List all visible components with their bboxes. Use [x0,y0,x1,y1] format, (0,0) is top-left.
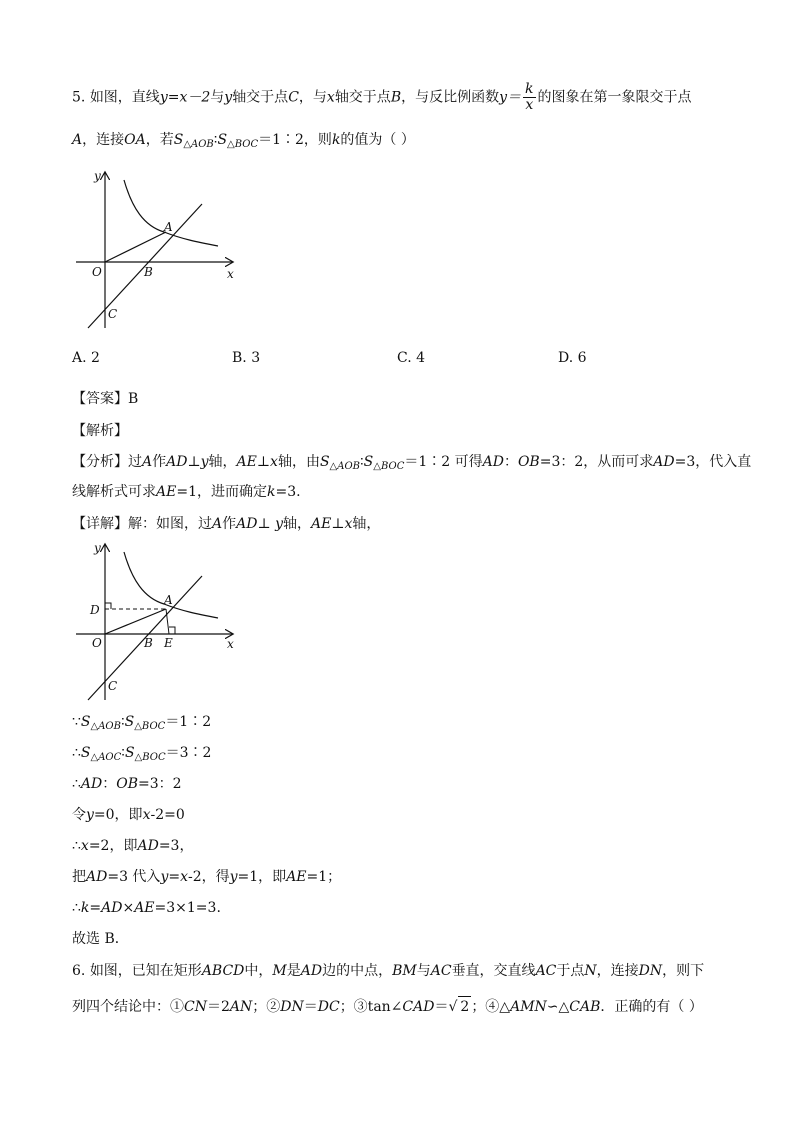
text: 令 [72,807,86,823]
var: DC [317,999,340,1015]
var: AD⊥ y [236,516,283,532]
label-A: A [164,220,173,234]
q5-text: 轴交于点 [334,89,391,106]
text: ．正确的有（ ） [600,999,703,1015]
step-8: 故选 B． [72,931,129,947]
var: k [266,484,276,500]
area-sub: △BOC [373,461,405,472]
text: 是 [286,963,301,979]
right-angle-E [169,627,175,634]
label-C: C [108,679,118,693]
var: AMN [510,999,547,1015]
q6-line2 [72,996,703,1017]
text: 中， [244,963,273,979]
label-x: x [227,267,234,281]
var: AN [229,999,253,1015]
var: AE⊥x [311,516,353,532]
text: ＝1∶2 可得 [404,454,483,470]
area-S: S [80,745,91,761]
q6-number: 6. [72,963,86,979]
var: BM [392,963,417,979]
text: -2=0 [150,807,185,823]
q5-var: B [390,89,402,106]
var: CN [184,999,207,1015]
var: CAD [402,999,435,1015]
answer-value: B [128,391,139,407]
fenxi-line1: 【分析】过A作AD⊥y轴，AE⊥x轴，由$S_{\triangle AOB}∶S_{\triangle BOC}=1∶2$ 可得AD：OB=3：2，从而可求AD=3，代入直 [72,454,752,472]
q5-var: OA [124,132,146,148]
step-5 [72,836,193,856]
var: N [584,963,597,979]
text: ；④△ [471,999,511,1015]
text: 作 [222,516,237,532]
text: =3 代入 [107,869,161,885]
option-c[interactable]: C. 4 [397,350,426,366]
text: 解：如图，过 [128,516,212,532]
text: ＝3∶2 [165,745,212,761]
text: ，连接 [596,963,639,979]
var: AD [86,869,108,885]
hyperbola-curve [124,552,218,618]
text: ： [102,776,117,792]
var: y [86,807,94,823]
var: DN [280,999,304,1015]
q6-line1 [72,961,704,981]
option-b[interactable]: B. 3 [232,350,261,366]
var: x [80,838,89,854]
hyperbola-curve [124,180,218,246]
q5-frac-lhs: y＝ [499,89,522,106]
label-O: O [92,636,102,650]
sqrt-value: 2 [458,996,471,1017]
area-sub: △AOB [90,721,121,732]
label-D: D [90,603,100,617]
text: 轴， [352,516,381,532]
text: =0，即 [93,807,143,823]
label-x: x [227,637,234,651]
label-E: E [164,636,173,650]
text: 轴，由 [277,454,320,470]
area-sub: △AOB [329,461,361,472]
therefore-sym: ∴ [72,776,81,792]
q5-number: 5. [72,89,86,106]
var: ABCD [201,963,245,979]
area-sub: △BOC [134,752,166,763]
q5-figure [72,168,242,333]
text: ＝2 [206,999,230,1015]
text: 线解析式可求 [72,484,156,500]
text: ；③tan∠ [339,999,403,1015]
q5-text: ＝1∶2，则 [258,132,332,148]
q5-text: ，与反比例函数 [401,89,500,106]
var: DN [638,963,663,979]
var: OB [116,776,139,792]
therefore-sym: ∴ [72,745,81,761]
area-sub: △BOC [134,721,166,732]
because-sym: ∵ [72,714,81,730]
frac-denominator: x [525,97,534,113]
q5-var: k [331,132,341,148]
var: AC [535,963,557,979]
therefore-sym: ∴ [72,900,81,916]
area-sub: △BOC [227,139,259,150]
label-y: y [94,169,101,183]
var: y=x [160,869,188,885]
q5-text: 的图象在第一象限交于点 [537,89,692,106]
q5-stem-line2: A，连接OA，若$S_{\triangle AOB}∶S_{\triangle BOC}=1∶2$，则k的值为（ ） [72,132,415,150]
text: ＝ [303,999,318,1015]
segment-OA [105,609,166,634]
q5-text: ，连接 [82,132,125,148]
segment-OA [105,232,166,262]
var: A [212,516,223,532]
answer-tag: 【答案】 [72,391,128,407]
text: ＝ [434,999,449,1015]
step-4 [72,805,185,825]
text: ： [503,454,518,470]
text: 把 [72,869,86,885]
q5-fraction [523,82,535,113]
text: 轴， [283,516,311,532]
q5-var: x [326,89,335,106]
var: AD [137,838,159,854]
q5-text: 如图，直线 [89,89,160,106]
text: 过 [128,454,142,470]
step-3 [72,774,182,794]
area-S: S [173,132,184,148]
var: x [142,807,151,823]
text: 与 [416,963,431,979]
area-S: S [124,714,135,730]
text: -2，得 [187,869,230,885]
detail-figure [72,540,242,705]
text: =3：2，从而可求 [539,454,654,470]
text: 于点 [556,963,585,979]
label-B: B [144,265,153,279]
area-sub: △AOB [183,139,214,150]
area-S: S [319,454,330,470]
var: AD [80,776,103,792]
answer-line [72,389,138,409]
right-angle-D [105,603,111,609]
label-O: O [92,265,102,279]
area-S: S [217,132,228,148]
var: OB [517,454,540,470]
text: =2，即 [88,838,138,854]
text: =3，代入直 [674,454,752,470]
step-7 [72,898,221,918]
q5-var: y [224,89,233,106]
var: AD [482,454,504,470]
text: =1，进而确定 [176,484,267,500]
var: AC [430,963,452,979]
q5-text: 与 [210,89,225,106]
sqrt-sign: √ [448,999,458,1015]
text: =3. [275,484,301,500]
label-y: y [94,541,101,555]
text: ；② [252,999,281,1015]
text: =3：2 [138,776,182,792]
detail-tag: 【详解】 [72,516,128,532]
q5-line-eq: y=x－2 [159,89,211,106]
q5-text: ，与 [298,89,327,106]
label-C: C [108,307,118,321]
text: 列四个结论中：① [72,999,184,1015]
step-6 [72,867,341,887]
label-B: B [144,636,153,650]
var: AE⊥x [236,454,278,470]
q5-var: A [72,132,83,148]
var: AE [156,484,177,500]
area-sub: △AOC [90,752,122,763]
var: A [142,454,153,470]
var: M [272,963,287,979]
q5-text: 轴交于点 [232,89,289,106]
therefore-sym: ∴ [72,838,81,854]
q5-text: 的值为（ ） [340,132,415,148]
text: ＝1∶2 [165,714,212,730]
var: AE [286,869,307,885]
area-S: S [363,454,374,470]
q5-text: ，若 [145,132,174,148]
text: 边的中点， [322,963,393,979]
var: y [229,869,238,885]
text: 如图，已知在矩形 [89,963,202,979]
var: k=AD×AE [80,900,155,916]
text: ∽△ [546,999,570,1015]
detail-line1 [72,514,380,534]
var: AD [653,454,675,470]
q5-stem-line1 [72,82,692,113]
var: CAB [569,999,601,1015]
text: 轴， [208,454,237,470]
frac-numerator: k [525,81,534,97]
text: =1，即 [237,869,287,885]
option-d[interactable]: D. 6 [558,350,587,366]
step-2: $\therefore S_{\triangle AOC}∶S_{\triangle BOC}=3∶2$ [72,745,212,763]
var: AD [300,963,323,979]
fenxi-line2 [72,482,301,502]
analysis-tag: 【解析】 [72,423,128,439]
area-S: S [124,745,135,761]
text: 垂直，交直线 [451,963,536,979]
text: ，则下 [662,963,705,979]
option-a[interactable]: A. 2 [72,350,100,366]
label-A: A [164,593,173,607]
text: =3， [158,838,194,854]
var: AD⊥y [166,454,209,470]
step-1: $\because S_{\triangle AOB}∶S_{\triangle BOC}=1∶2$ [72,714,212,732]
text: =1； [306,869,342,885]
area-S: S [80,714,91,730]
fenxi-tag: 【分析】 [72,454,128,470]
q5-var: C [288,89,299,106]
text: =3×1=3. [154,900,221,916]
text: 作 [152,454,167,470]
